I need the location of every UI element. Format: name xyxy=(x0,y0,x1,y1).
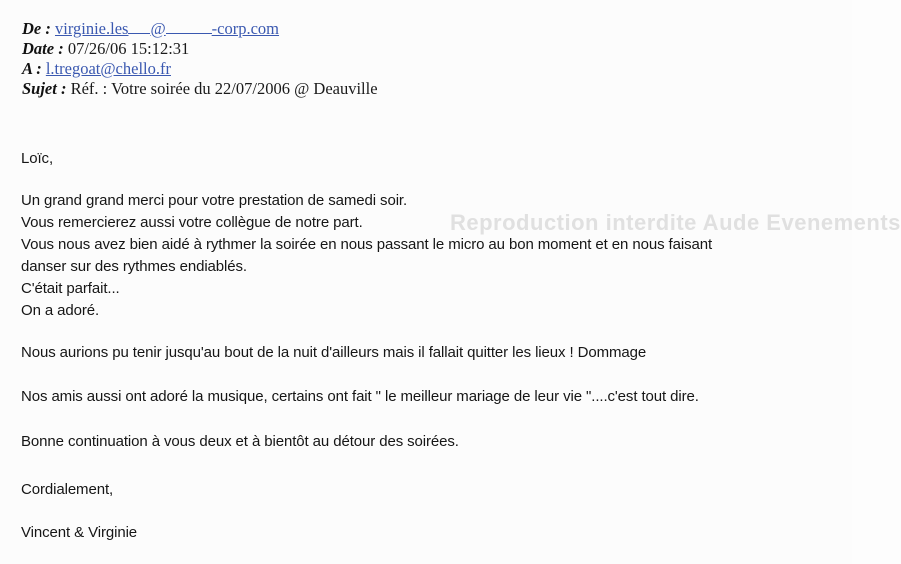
from-at[interactable]: @ xyxy=(150,19,166,38)
paragraph-1-line-1: Un grand grand merci pour votre prestation de samedi soir. xyxy=(21,192,408,209)
to-line xyxy=(22,59,171,79)
date-label: Date : xyxy=(22,39,64,58)
from-redacted-gap-1 xyxy=(128,19,150,34)
watermark-text: Reproduction interdite Aude Evenements xyxy=(450,210,901,235)
paragraph-1-line-5: C'était parfait... xyxy=(21,280,120,297)
paragraph-1-line-6: On a adoré. xyxy=(21,302,100,319)
subject-value: Réf. : Votre soirée du 22/07/2006 @ Deauville xyxy=(70,79,378,98)
from-label: De : xyxy=(22,19,51,38)
from-redacted-gap-2 xyxy=(166,19,212,34)
from-domain[interactable]: -corp.com xyxy=(211,19,280,38)
paragraph-1-line-4: danser sur des rythmes endiablés. xyxy=(21,258,247,275)
from-line xyxy=(22,19,279,39)
from-user[interactable]: virginie.les xyxy=(54,19,129,38)
paragraph-1-line-3: Vous nous avez bien aidé à rythmer la soirée en nous passant le micro au bon moment et en nous faisant xyxy=(21,236,713,253)
closing: Cordialement, xyxy=(21,481,114,498)
paragraph-3: Nos amis aussi ont adoré la musique, certains ont fait " le meilleur mariage de leur vie "....c'est tout dire. xyxy=(21,388,699,405)
paragraph-1-line-2: Vous remercierez aussi votre collègue de notre part. xyxy=(21,214,363,231)
to-label: A : xyxy=(22,59,42,78)
paragraph-4: Bonne continuation à vous deux et à bientôt au détour des soirées. xyxy=(21,433,459,450)
subject-line xyxy=(22,79,378,99)
subject-label: Sujet : xyxy=(22,79,67,98)
to-address[interactable]: l.tregoat@chello.fr xyxy=(45,59,171,78)
paragraph-2: Nous aurions pu tenir jusqu'au bout de la nuit d'ailleurs mais il fallait quitter les lieux ! Dommage xyxy=(21,344,647,361)
date-line xyxy=(22,39,189,59)
greeting: Loïc, xyxy=(21,150,54,167)
signature: Vincent & Virginie xyxy=(21,524,138,541)
date-value: 07/26/06 15:12:31 xyxy=(67,39,190,58)
